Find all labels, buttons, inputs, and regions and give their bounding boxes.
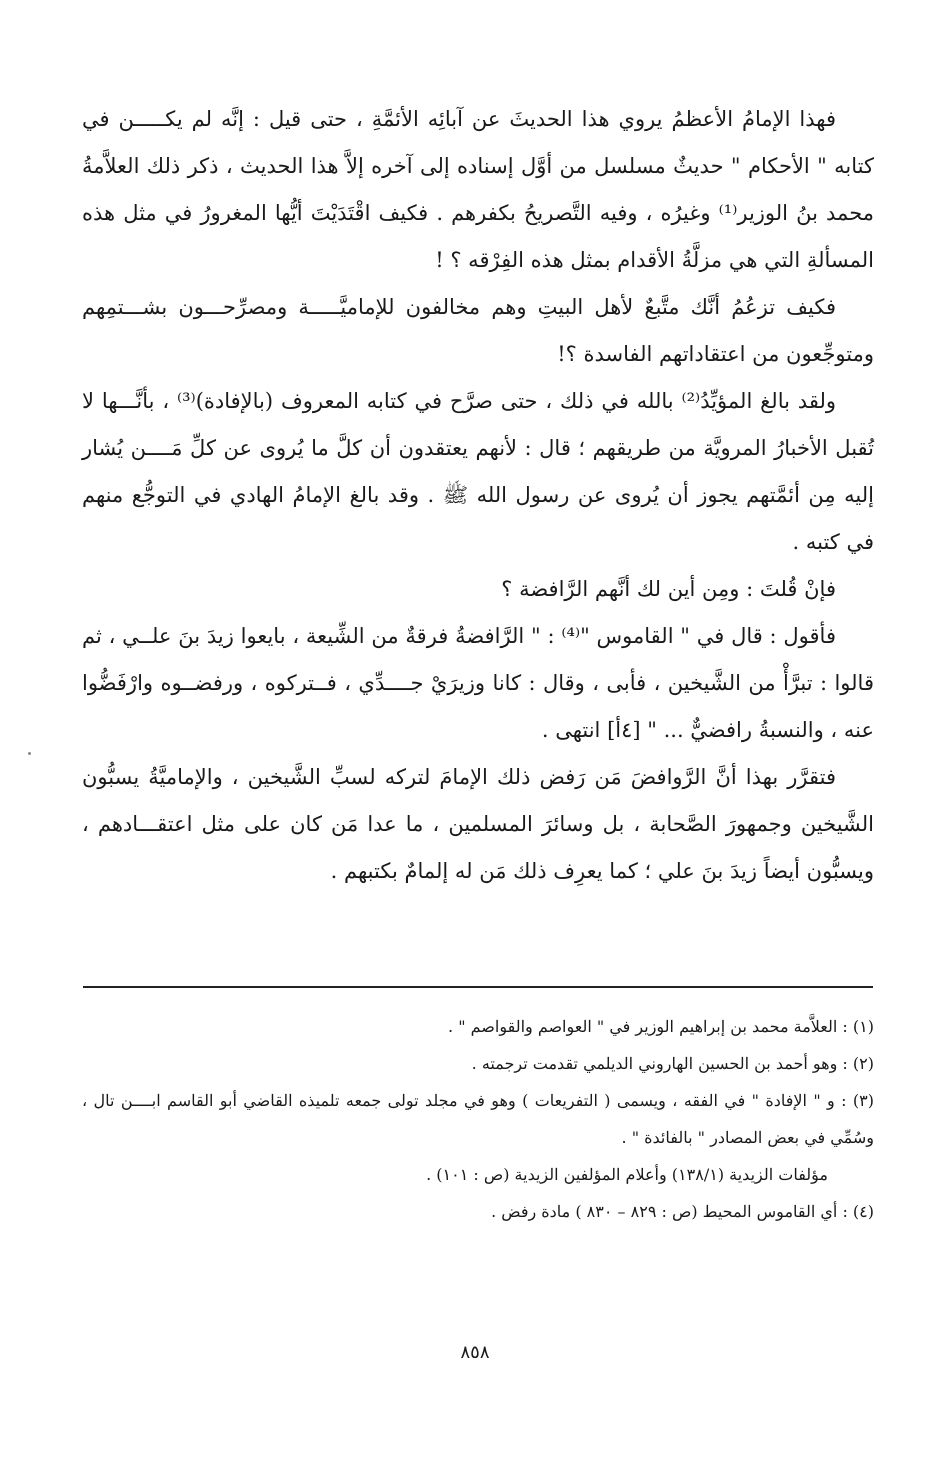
paragraph: ولقد بالغ المؤيِّدُ⁽²⁾ بالله في ذلك ، حتى صرَّح في كتابه المعروف (بالإفادة)⁽³⁾ ، بأنَّـــها لا تُقبل الأخبارُ المرويَّة من طريقهم ؛ قال : لأنهم يعتقدون أن كلَّ ما يُروى عن كلِّ مَــــن يُشار إليه مِن أئمَّتهم يجوز أن يُروى عن رسول الله ﷺ . وقد بالغ الإمامُ الهادي في التوجُّع منهم في كتبه .: [82, 389, 874, 554]
paragraph: فكيف تزعُمُ أنَّك متَّبعٌ لأهل البيتِ وهم مخالفون للإماميَّـــــة ومصرِّحـــون بشـــتمِهم ومتوجِّعون من اعتقاداتهم الفاسدة ؟!: [82, 295, 874, 366]
footnote: (٣) : و " الإفادة " في الفقه ، ويسمى ( التفريعات ) وهو في مجلد تولى جمعه تلميذه القاضي أبو القاسم ابــــن تال ، وسُمِّي في بعض المصادر " بالفائدة " .: [82, 1091, 874, 1147]
paragraph: فأقول : قال في " القاموس "⁽⁴⁾ : " الرَّافضةُ فرقةٌ من الشِّيعة ، بايعوا زيدَ بنَ علــي ، ثم قالوا : تبرَّأْ من الشَّيخين ، فأبى ، وقال : كانا وزيرَيْ جــــدِّي ، فــتركوه ، ورفضــوه وارْفَضُّوا عنه ، والنسبةُ رافضيٌّ ... " [٤أ] انتهى .: [82, 624, 874, 742]
footnotes: [82, 1008, 874, 1230]
footnote-source: مؤلفات الزيدية (١٣٨/١) وأعلام المؤلفين الزيدية (ص : ١٠١) .: [426, 1165, 828, 1184]
footnote: (٤) : أي القاموس المحيط (ص : ٨٢٩ – ٨٣٠ ) مادة رفض .: [491, 1202, 874, 1221]
main-text: [82, 96, 874, 895]
footnote-separator: [83, 986, 873, 988]
footnote: (٢) : وهو أحمد بن الحسين الهاروني الديلمي تقدمت ترجمته .: [471, 1054, 874, 1073]
footnote: (١) : العلاَّمة محمد بن إبراهيم الوزير في " العواصم والقواصم " .: [448, 1017, 874, 1036]
paragraph: فإنْ قُلتَ : ومِن أين لك أنَّهم الرَّافضة ؟: [501, 577, 836, 601]
paragraph: فتقرَّر بهذا أنَّ الرَّوافضَ مَن رَفض ذلك الإمامَ لتركه لسبِّ الشَّيخين ، والإماميَّةُ يسبُّون الشَّيخين وجمهورَ الصَّحابة ، بل وسائرَ المسلمين ، ما عدا مَن كان على مثل اعتقـــادهم ، ويسبُّون أيضاً زيدَ بنَ علي ؛ كما يعرِف ذلك مَن له إلمامٌ بكتبهم .: [82, 765, 874, 883]
page-number: ٨٥٨: [460, 1342, 490, 1363]
paragraph: فهذا الإمامُ الأعظمُ يروي هذا الحديثَ عن آبائِه الأئمَّةِ ، حتى قيل : إنَّه لم يكـــــن في كتابه " الأحكام " حديثٌ مسلسل من أوَّل إسناده إلى آخره إلاَّ هذا الحديث ، ذكر ذلك العلاَّمةُ محمد بنُ الوزير⁽¹⁾ وغيرُه ، وفيه التَّصريحُ بكفرهم . فكيف اقْتَدَيْتَ أيُّها المغرورُ في مثل هذه المسألةِ التي هي مزلَّةُ الأقدام بمثل هذه الفِرْقه ؟ !: [82, 107, 874, 272]
margin-speck: [28, 752, 31, 755]
